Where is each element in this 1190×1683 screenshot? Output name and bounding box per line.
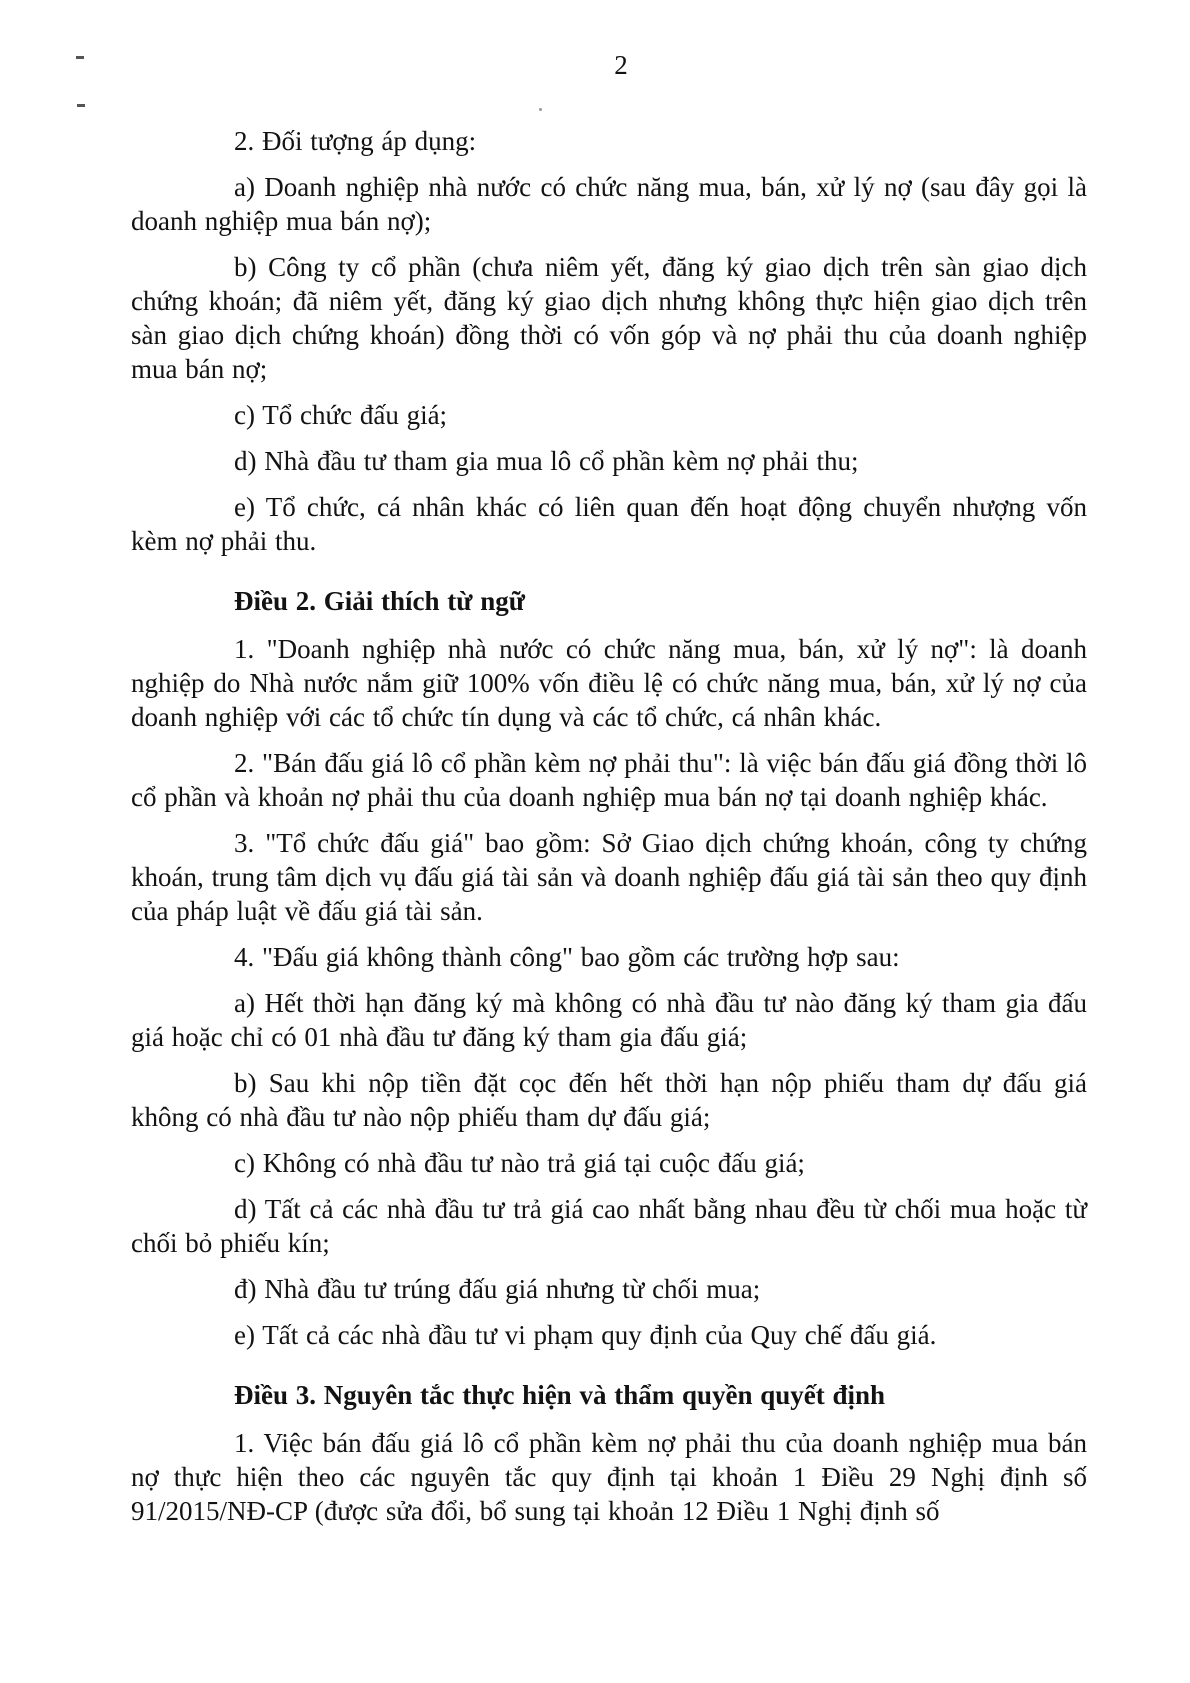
definition-3: 3. "Tổ chức đấu giá" bao gồm: Sở Giao dịch chứng khoán, công ty chứng khoán, trung tâm dịch vụ đấu giá tài sản và doanh nghiệp đấu giá tài sản theo quy định của pháp luật về đấu giá tài sản. — [131, 828, 1087, 926]
definition-1: 1. "Doanh nghiệp nhà nước có chức năng mua, bán, xử lý nợ": là doanh nghiệp do Nhà nước nắm giữ 100% vốn điều lệ có chức năng mua, bán, xử lý nợ của doanh nghiệp với các tổ chức tín dụng và các tổ chức, cá nhân khác. — [131, 634, 1087, 732]
clause-item-d: d) Nhà đầu tư tham gia mua lô cổ phần kèm nợ phải thu; — [234, 446, 859, 476]
clause-2-scope-heading: 2. Đối tượng áp dụng: — [234, 126, 477, 156]
definition-4-item-c: c) Không có nhà đầu tư nào trả giá tại cuộc đấu giá; — [234, 1148, 805, 1178]
definition-2: 2. "Bán đấu giá lô cổ phần kèm nợ phải thu": là việc bán đấu giá đồng thời lô cổ phần và khoản nợ phải thu của doanh nghiệp mua bán nợ tại doanh nghiệp khác. — [131, 748, 1087, 812]
clause-item-b: b) Công ty cổ phần (chưa niêm yết, đăng ký giao dịch trên sàn giao dịch chứng khoán; đã niêm yết, đăng ký giao dịch nhưng không thực hiện giao dịch trên sàn giao dịch chứng khoán) đồng thời có vốn góp và nợ phải thu của doanh nghiệp mua bán nợ; — [131, 252, 1087, 384]
definition-4-item-e: e) Tất cả các nhà đầu tư vi phạm quy định của Quy chế đấu giá. — [234, 1320, 937, 1350]
scan-speck — [76, 56, 84, 59]
definition-4-item-a: a) Hết thời hạn đăng ký mà không có nhà đầu tư nào đăng ký tham gia đấu giá hoặc chỉ có 01 nhà đầu tư đăng ký tham gia đấu giá; — [131, 988, 1087, 1052]
definition-4-item-d: d) Tất cả các nhà đầu tư trả giá cao nhất bằng nhau đều từ chối mua hoặc từ chối bỏ phiếu kín; — [131, 1194, 1087, 1258]
clause-item-c: c) Tổ chức đấu giá; — [234, 400, 448, 430]
article-3-clause-1: 1. Việc bán đấu giá lô cổ phần kèm nợ phải thu của doanh nghiệp mua bán nợ thực hiện theo các nguyên tắc quy định tại khoản 1 Điều 29 Nghị định số 91/2015/NĐ-CP (được sửa đổi, bổ sung tại khoản 12 Điều 1 Nghị định số — [131, 1428, 1087, 1526]
scan-speck — [77, 104, 85, 107]
document-body — [131, 124, 1087, 1540]
definition-4-item-b: b) Sau khi nộp tiền đặt cọc đến hết thời hạn nộp phiếu tham dự đấu giá không có nhà đầu tư nào nộp phiếu tham dự đấu giá; — [131, 1068, 1087, 1132]
definition-4: 4. "Đấu giá không thành công" bao gồm các trường hợp sau: — [234, 942, 900, 972]
page-number: 2 — [614, 50, 628, 80]
article-2-heading: Điều 2. Giải thích từ ngữ — [234, 586, 525, 616]
scan-speck — [539, 108, 542, 111]
definition-4-item-dd: đ) Nhà đầu tư trúng đấu giá nhưng từ chối mua; — [234, 1274, 761, 1304]
clause-item-a: a) Doanh nghiệp nhà nước có chức năng mua, bán, xử lý nợ (sau đây gọi là doanh nghiệp mua bán nợ); — [131, 172, 1087, 236]
article-3-heading: Điều 3. Nguyên tắc thực hiện và thẩm quyền quyết định — [234, 1380, 886, 1410]
clause-item-e: e) Tổ chức, cá nhân khác có liên quan đến hoạt động chuyển nhượng vốn kèm nợ phải thu. — [131, 492, 1087, 556]
